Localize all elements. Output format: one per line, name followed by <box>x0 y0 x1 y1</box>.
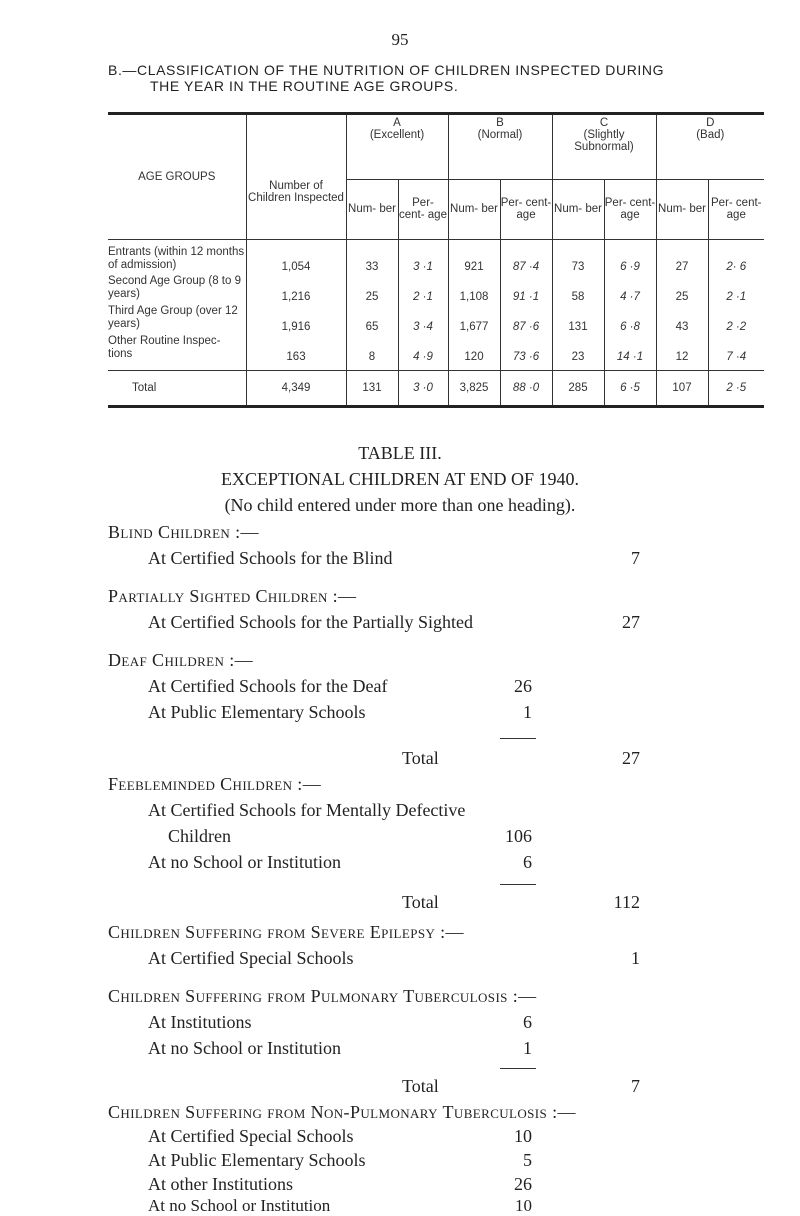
cell-d-num: 25 <box>656 273 708 303</box>
nonpulmonary-line-3: At other Institutions <box>148 1174 293 1194</box>
group-c-letter: C <box>599 117 609 129</box>
table-row <box>108 333 764 371</box>
cell-b-pct: 73 ·6 <box>500 333 552 371</box>
cell-c-pct: 6 ·8 <box>604 303 656 333</box>
cell-d-num: 12 <box>656 333 708 371</box>
cell-a-pct: 3 ·0 <box>398 371 448 405</box>
cell-inspected: 1,054 <box>246 240 346 273</box>
d-percent-header: Per- cent- age <box>711 197 762 221</box>
deaf-value-1: 26 <box>514 676 532 696</box>
row-label: Third Age Group (over 12 years) <box>108 303 246 333</box>
nonpulmonary-line-2: At Public Elementary Schools <box>148 1150 366 1170</box>
cell-c-num: 58 <box>552 273 604 303</box>
cell-d-num: 107 <box>656 371 708 405</box>
b-percent-header: Per- cent- age <box>500 179 552 239</box>
cell-a-pct: 3 ·4 <box>398 303 448 333</box>
cell-c-pct: 6 ·9 <box>604 240 656 273</box>
partial-line: At Certified Schools for the Partially Sighted <box>148 612 473 632</box>
deaf-total-label: Total <box>402 748 439 768</box>
table-row <box>108 273 764 303</box>
feeble-sum-rule <box>500 884 536 885</box>
nonpulmonary-value-1: 10 <box>514 1126 532 1146</box>
blind-line: At Certified Schools for the Blind <box>148 548 393 568</box>
table3-title: TABLE III. <box>358 443 442 463</box>
feeble-value-2: 6 <box>523 852 532 872</box>
pulmonary-total: 7 <box>631 1076 640 1096</box>
table-row <box>108 240 764 273</box>
inspected-header: Number of Children Inspected <box>246 115 346 239</box>
cell-inspected: 4,349 <box>246 371 346 405</box>
cell-b-pct: 91 ·1 <box>500 273 552 303</box>
cell-c-num: 131 <box>552 303 604 333</box>
cell-a-pct: 3 ·1 <box>398 240 448 273</box>
group-d-letter: D <box>706 117 715 129</box>
cell-b-num: 1,108 <box>448 273 500 303</box>
cell-a-num: 65 <box>346 303 398 333</box>
deaf-line-2: At Public Elementary Schools <box>148 702 366 722</box>
cell-d-pct: 2· 6 <box>726 260 747 273</box>
feeble-line-2: At no School or Institution <box>148 852 341 872</box>
cell-a-num: 131 <box>346 371 398 405</box>
pulmonary-heading: Children Suffering from Pulmonary Tuberculosis :— <box>108 986 537 1006</box>
pulmonary-line-1: At Institutions <box>148 1012 252 1032</box>
cell-a-pct: 2 ·1 <box>398 273 448 303</box>
cell-b-pct: 87 ·4 <box>500 240 552 273</box>
cell-c-num: 73 <box>552 240 604 273</box>
cell-d-pct: 7 ·4 <box>726 351 747 363</box>
cell-d-pct: 2 ·5 <box>726 382 747 394</box>
cell-b-pct: 88 ·0 <box>500 371 552 405</box>
cell-c-num: 23 <box>552 333 604 371</box>
pulmonary-total-label: Total <box>402 1076 439 1096</box>
cell-c-num: 285 <box>552 371 604 405</box>
d-number-header: Num- ber <box>656 179 708 239</box>
cell-d-pct: 2 ·1 <box>726 290 747 303</box>
group-b-desc: (Normal) <box>477 129 523 141</box>
cell-c-pct: 14 ·1 <box>604 333 656 371</box>
cell-a-pct: 4 ·9 <box>398 333 448 371</box>
nonpulmonary-value-4: 10 <box>515 1196 532 1215</box>
pulmonary-value-1: 6 <box>523 1012 532 1032</box>
pulmonary-sum-rule <box>500 1068 536 1069</box>
cell-a-num: 8 <box>346 333 398 371</box>
section-title-line2: THE YEAR IN THE ROUTINE AGE GROUPS. <box>150 78 459 94</box>
nutrition-table <box>108 115 764 405</box>
nonpulmonary-value-3: 26 <box>514 1174 532 1194</box>
group-d-desc: (Bad) <box>696 129 725 141</box>
cell-b-num: 120 <box>448 333 500 371</box>
row-label: Entrants (within 12 months of admission) <box>108 240 246 273</box>
group-a-letter: A <box>393 117 401 129</box>
age-groups-header: AGE GROUPS <box>108 115 246 239</box>
group-c-header <box>552 115 656 179</box>
group-c-desc: (Slightly Subnormal) <box>574 129 634 153</box>
table-bottom-rule <box>108 405 764 408</box>
cell-d-num: 43 <box>656 303 708 333</box>
cell-c-pct: 4 ·7 <box>604 273 656 303</box>
deaf-value-2: 1 <box>523 702 532 722</box>
cell-d-pct: 2 ·2 <box>726 320 747 333</box>
cell-a-num: 25 <box>346 273 398 303</box>
epilepsy-line: At Certified Special Schools <box>148 948 354 968</box>
b-number-header: Num- ber <box>448 179 500 239</box>
cell-inspected: 1,916 <box>246 303 346 333</box>
feeble-value-1: 106 <box>505 826 532 846</box>
group-a-header <box>346 115 448 179</box>
nonpulmonary-value-2: 5 <box>523 1150 532 1170</box>
feeble-total-label: Total <box>402 892 439 912</box>
cell-b-num: 3,825 <box>448 371 500 405</box>
blind-value: 7 <box>631 548 640 568</box>
c-number-header: Num- ber <box>552 179 604 239</box>
feeble-heading: Feebleminded Children :— <box>108 774 322 794</box>
page-number: 95 <box>391 30 409 49</box>
row-label: Other Routine Inspec- tions <box>108 333 246 371</box>
partial-heading: Partially Sighted Children :— <box>108 586 357 606</box>
group-b-header <box>448 115 552 179</box>
cell-a-num: 33 <box>346 240 398 273</box>
cell-b-num: 1,677 <box>448 303 500 333</box>
deaf-line-1: At Certified Schools for the Deaf <box>148 676 388 696</box>
pulmonary-line-2: At no School or Institution <box>148 1038 341 1058</box>
feeble-line-1b: Children <box>168 826 231 846</box>
feeble-total: 112 <box>613 892 640 912</box>
cell-d-num: 27 <box>656 240 708 273</box>
group-d-header <box>656 115 764 179</box>
cell-inspected: 163 <box>246 333 346 371</box>
pulmonary-value-2: 1 <box>523 1038 532 1058</box>
feeble-line-1a: At Certified Schools for Mentally Defective <box>148 800 466 820</box>
total-label: Total <box>108 371 246 405</box>
deaf-heading: Deaf Children :— <box>108 650 254 670</box>
table3-subtitle: EXCEPTIONAL CHILDREN AT END OF 1940. <box>221 469 579 489</box>
cell-inspected: 1,216 <box>246 273 346 303</box>
epilepsy-value: 1 <box>631 948 640 968</box>
blind-heading: Blind Children :— <box>108 522 259 542</box>
a-number-header: Num- ber <box>346 179 398 239</box>
section-title: B.—CLASSIFICATION OF THE NUTRITION OF CHILDREN INSPECTED DURING <box>108 62 665 78</box>
table-row <box>108 303 764 333</box>
table-total-row <box>108 371 764 405</box>
nonpulmonary-heading: Children Suffering from Non-Pulmonary Tuberculosis :— <box>108 1102 576 1122</box>
table3-note: (No child entered under more than one heading). <box>224 495 576 515</box>
epilepsy-heading: Children Suffering from Severe Epilepsy :— <box>108 922 464 942</box>
deaf-total: 27 <box>622 748 640 768</box>
partial-value: 27 <box>622 612 640 632</box>
cell-b-num: 921 <box>448 240 500 273</box>
c-percent-header: Per- cent- age <box>604 179 656 239</box>
a-percent-header: Per- cent- age <box>398 179 448 239</box>
group-a-desc: (Excellent) <box>369 129 425 141</box>
deaf-sum-rule <box>500 738 536 739</box>
nonpulmonary-line-4: At no School or Institution <box>148 1196 331 1215</box>
row-label: Second Age Group (8 to 9 years) <box>108 273 246 303</box>
group-b-letter: B <box>496 117 504 129</box>
cell-b-pct: 87 ·6 <box>500 303 552 333</box>
cell-c-pct: 6 ·5 <box>604 371 656 405</box>
nonpulmonary-line-1: At Certified Special Schools <box>148 1126 354 1146</box>
